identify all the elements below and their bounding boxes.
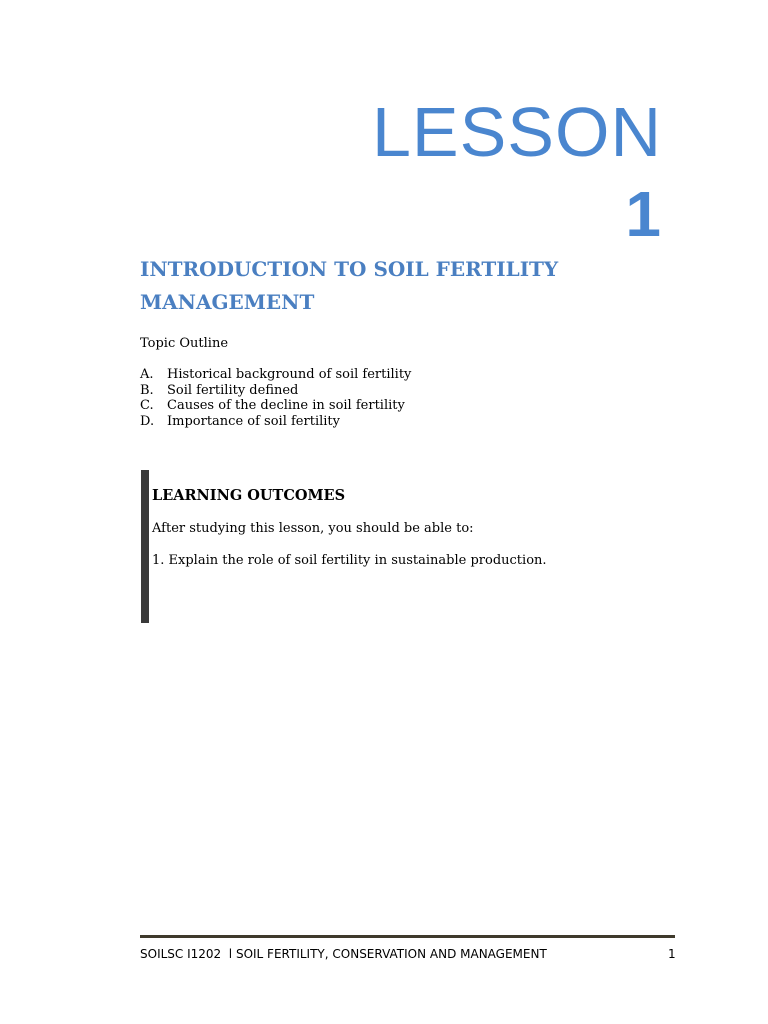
list-item-marker: D. [140, 413, 155, 429]
list-item-marker: A. [140, 367, 154, 382]
learning-outcomes-heading: LEARNING OUTCOMES [152, 487, 346, 504]
list-item [140, 398, 411, 414]
page-title: INTRODUCTION TO SOIL FERTILITY MANAGEMENT [140, 257, 559, 314]
list-item-marker: C. [140, 398, 154, 413]
lesson-number: 1 [625, 178, 661, 250]
topic-outline-heading: Topic Outline [140, 336, 229, 351]
learning-outcome-item: 1. Explain the role of soil fertility in sustainable production. [152, 553, 547, 568]
list-item-marker: B. [140, 382, 154, 398]
footer-divider [140, 935, 675, 938]
list-item [140, 414, 411, 430]
topic-outline-list [140, 367, 411, 429]
list-item-text: Importance of soil fertility [167, 413, 340, 429]
learning-outcomes-box [141, 470, 661, 623]
learning-outcomes-sidebar [141, 470, 149, 623]
footer-course-title: SOILSC I1202 l SOIL FERTILITY, CONSERVATION AND MANAGEMENT [140, 947, 547, 961]
list-item [140, 383, 411, 399]
list-item [140, 367, 411, 383]
page-number: 1 [668, 947, 676, 961]
list-item-text: Soil fertility defined [167, 382, 299, 398]
lesson-label: LESSON [372, 93, 662, 171]
list-item-text: Historical background of soil fertility [167, 367, 412, 382]
list-item-text: Causes of the decline in soil fertility [167, 398, 405, 413]
learning-outcomes-intro: After studying this lesson, you should be able to: [152, 521, 474, 536]
